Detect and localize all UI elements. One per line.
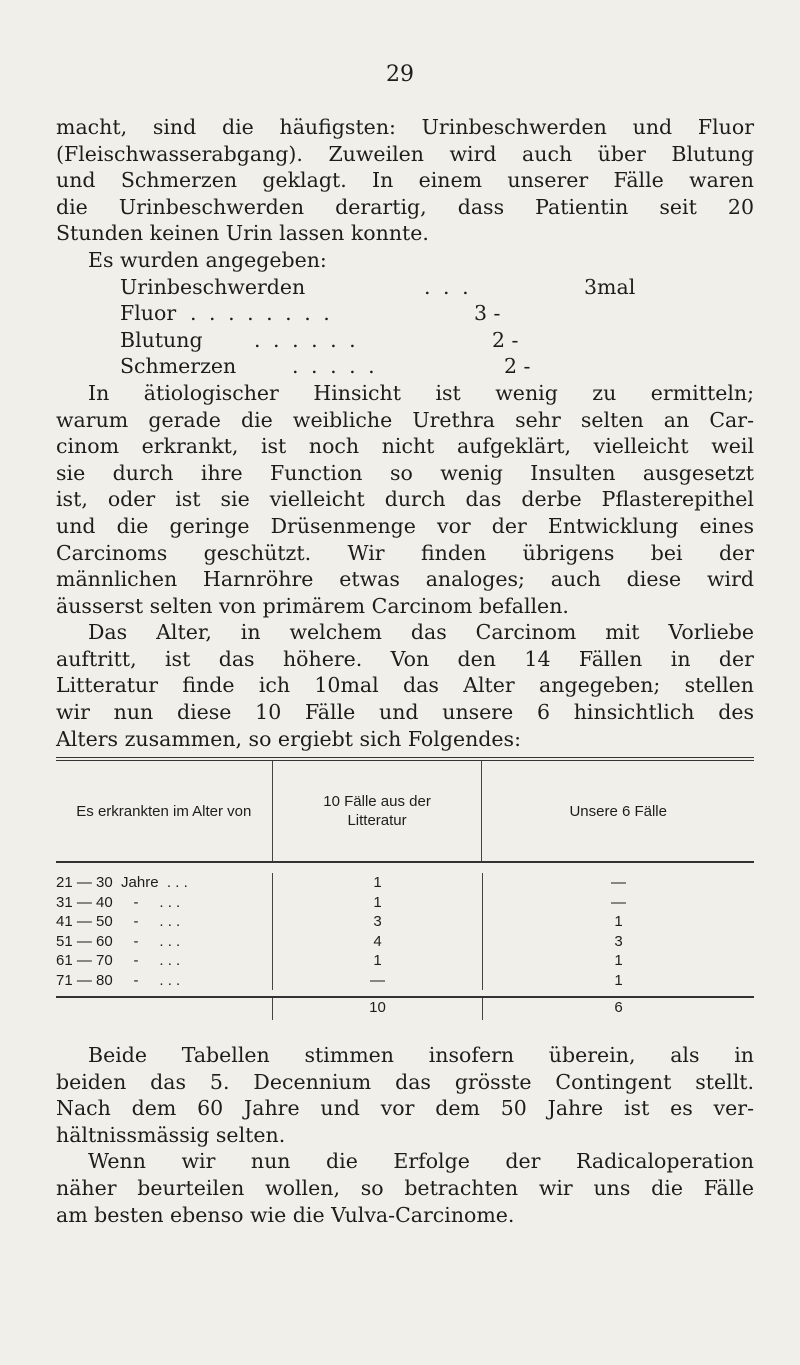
text-line: und Schmerzen geklagt. In einem unserer Fälle waren <box>56 168 754 193</box>
text-line: am besten ebenso wie die Vulva-Carcinome. <box>56 1202 515 1227</box>
age-cell: 21 — 30 Jahre . . . <box>56 874 188 891</box>
own-cases-cell: 3 <box>482 932 754 952</box>
paragraph-1 <box>56 114 754 752</box>
text-line: Beide Tabellen stimmen insofern überein, als in <box>88 1043 754 1067</box>
literature-cell: 3 <box>272 912 482 932</box>
own-cases-cell: — <box>482 893 754 913</box>
list-item <box>56 300 754 327</box>
text-line: cinom erkrankt, ist noch nicht aufgeklärt, vielleicht weil <box>56 434 754 459</box>
text-line: Das Alter, in welchem das Carcinom mit Vorliebe <box>88 620 754 645</box>
table-header <box>56 761 754 863</box>
text-line: ist, oder ist sie vielleicht durch das derbe Pflasterepithel <box>56 487 754 512</box>
table-row <box>56 912 754 932</box>
text-line: und die geringe Drüsenmenge vor der Entwicklung eines <box>56 513 754 538</box>
text-line: Wenn wir nun die Erfolge der Radicaloperation <box>88 1149 754 1174</box>
symptom-count: 3 - <box>474 301 501 326</box>
symptom-label: Schmerzen <box>120 354 237 379</box>
text-line: beiden das 5. Decennium das grösste Contingent stellt. <box>56 1069 754 1094</box>
text-line: (Fleischwasserabgang). Zuweilen wird auch über Blutung <box>56 141 754 166</box>
list-item <box>56 353 754 380</box>
text-line: näher beurteilen wollen, so betrachten wir uns die Fälle <box>56 1175 754 1200</box>
text-line: Stunden keinen Urin lassen konnte. <box>56 221 429 246</box>
table-row <box>56 971 754 991</box>
page-number: 29 <box>386 62 414 87</box>
paragraph-4 <box>56 1042 754 1228</box>
text-line: sie durch ihre Function so wenig Insulten ausgesetzt <box>56 460 754 485</box>
own-cases-cell: — <box>482 873 754 893</box>
text-line: Litteratur finde ich 10mal das Alter angegeben; stellen <box>56 673 754 698</box>
literature-total: 10 <box>272 998 482 1020</box>
age-cell: 31 — 40 - . . . <box>56 893 181 911</box>
symptom-label: Fluor <box>120 301 177 326</box>
own-cases-cell: 1 <box>482 951 754 971</box>
text-line: Es wurden angegeben: <box>88 247 327 272</box>
age-cell: 51 — 60 - . . . <box>56 932 181 950</box>
age-cell: 61 — 70 - . . . <box>56 952 181 969</box>
symptom-count: 3mal <box>584 274 636 299</box>
literature-cell: — <box>272 971 482 991</box>
text-line: wir nun diese 10 Fälle und unsere 6 hinsichtlich des <box>56 700 754 725</box>
leader-dots: . . . . . <box>292 354 378 379</box>
age-cell: 71 — 80 - . . . <box>56 971 181 989</box>
symptom-count: 2 - <box>504 354 531 379</box>
text-line: In ätiologischer Hinsicht ist wenig zu ermitteln; <box>88 380 754 405</box>
totals-spacer <box>56 998 272 1020</box>
text-line: die Urinbeschwerden derartig, dass Patientin seit 20 <box>56 194 754 219</box>
symptom-count: 2 - <box>492 327 519 352</box>
leader-dots: . . . . . . <box>254 327 359 352</box>
table-row <box>56 873 754 893</box>
leader-dots: . . . . . . . . <box>190 301 333 326</box>
table-row <box>56 951 754 971</box>
column-header: 10 Fälle aus der Litteratur <box>272 761 482 861</box>
table-body <box>56 863 754 998</box>
age-cell: 41 — 50 - . . . <box>56 913 181 930</box>
text-line: Nach dem 60 Jahre und vor dem 50 Jahre ist es ver- <box>56 1096 754 1121</box>
leader-dots: . . . <box>424 274 472 299</box>
text-line: äusserst selten von primärem Carcinom befallen. <box>56 593 569 618</box>
literature-cell: 1 <box>272 893 482 913</box>
symptom-list <box>56 274 754 380</box>
text-line: macht, sind die häufigsten: Urinbeschwerden und Fluor <box>56 115 754 139</box>
text-line: hältnissmässig selten. <box>56 1122 286 1147</box>
own-cases-total: 6 <box>482 998 754 1020</box>
symptom-label: Blutung <box>120 327 203 352</box>
text-line: Carcinoms geschützt. Wir finden übrigens bei der <box>56 540 754 565</box>
column-header: Es erkrankten im Alter von <box>76 802 252 820</box>
symptom-label: Urinbeschwerden <box>120 274 306 299</box>
literature-cell: 1 <box>272 873 482 893</box>
table-row <box>56 932 754 952</box>
column-header: Unsere 6 Fälle <box>481 761 754 861</box>
age-table <box>56 757 754 1020</box>
literature-cell: 1 <box>272 951 482 971</box>
list-item <box>56 327 754 354</box>
text-line: Alters zusammen, so ergiebt sich Folgendes: <box>56 726 521 751</box>
table-totals-row <box>56 998 754 1020</box>
text-line: warum gerade die weibliche Urethra sehr selten an Car- <box>56 407 754 432</box>
text-line: auftritt, ist das höhere. Von den 14 Fällen in der <box>56 646 754 671</box>
text-line: männlichen Harnröhre etwas analoges; auch diese wird <box>56 567 754 592</box>
own-cases-cell: 1 <box>482 971 754 991</box>
table-rule <box>56 757 754 758</box>
table-row <box>56 893 754 913</box>
literature-cell: 4 <box>272 932 482 952</box>
own-cases-cell: 1 <box>482 912 754 932</box>
list-item <box>56 274 754 301</box>
